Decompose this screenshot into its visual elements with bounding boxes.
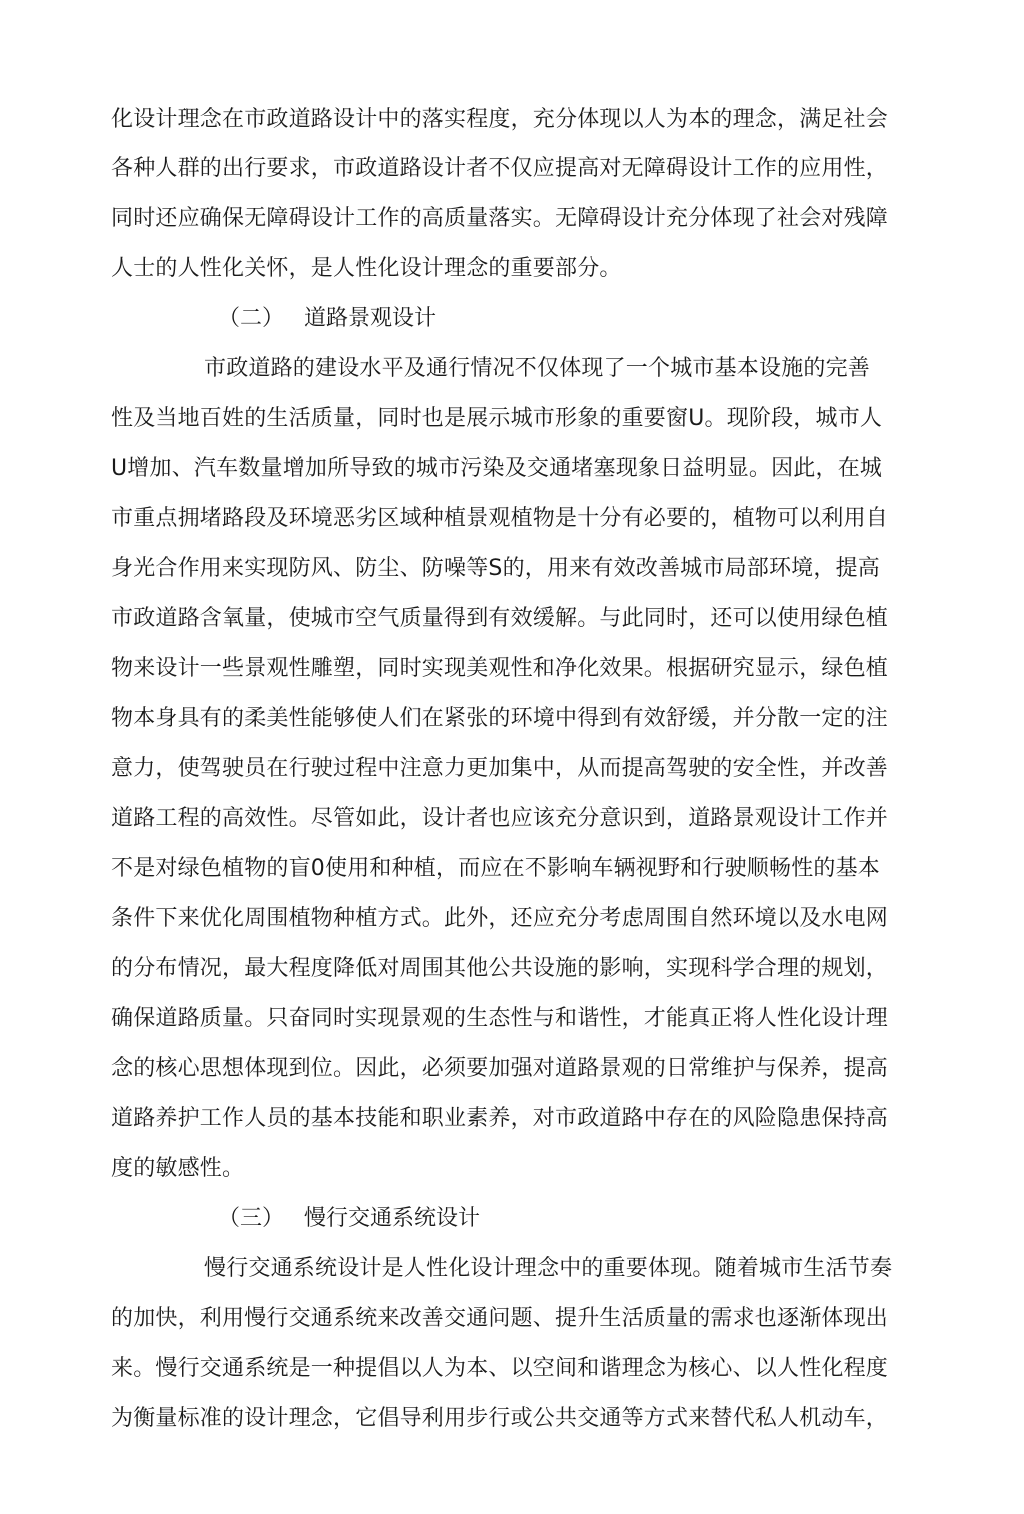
text-line: 市重点拥堵路段及环境恶劣区域种植景观植物是十分有必要的，植物可以利用自 [111,506,889,531]
text-line: 度的敏感性。 [111,1156,245,1181]
section-number: （三） [218,1206,285,1231]
text-line: 市政道路含氧量，使城市空气质量得到有效缓解。与此同时，还可以使用绿色植 [111,606,889,631]
text-line: 物本身具有的柔美性能够使人们在紧张的环境中得到有效舒缓，并分散一定的注 [111,706,889,731]
text-line: 物来设计一些景观性雕塑，同时实现美观性和净化效果。根据研究显示，绿色植 [111,656,889,681]
text-line: 意力，使驾驶员在行驶过程中注意力更加集中，从而提高驾驶的安全性，并改善 [111,756,889,781]
text-line: U增加、汽车数量增加所导致的城市污染及交通堵塞现象日益明显。因此，在城 [111,456,883,481]
text-line: 慢行交通系统设计是人性化设计理念中的重要体现。随着城市生活节奏 [204,1256,893,1281]
text-line: 市政道路的建设水平及通行情况不仅体现了一个城市基本设施的完善 [204,356,871,381]
text-line: 来。慢行交通系统是一种提倡以人为本、以空间和谐理念为核心、以人性化程度 [111,1356,889,1381]
text-line: 各种人群的出行要求，市政道路设计者不仅应提高对无障碍设计工作的应用性， [111,156,889,181]
section-heading [218,1206,480,1232]
text-line: 念的核心思想体现到位。因此，必须要加强对道路景观的日常维护与保养，提高 [111,1056,889,1081]
section-title: 道路景观设计 [304,306,437,331]
section-heading [218,306,436,332]
section-number: （二） [218,306,285,331]
text-line: 道路工程的高效性。尽管如此，设计者也应该充分意识到，道路景观设计工作并 [111,806,889,831]
text-line: 身光合作用来实现防风、防尘、防噪等S的，用来有效改善城市局部环境，提高 [111,556,880,581]
text-line: 性及当地百姓的生活质量，同时也是展示城市形象的重要窗U。现阶段，城市人 [111,406,883,431]
text-line: 人士的人性化关怀，是人性化设计理念的重要部分。 [111,256,622,281]
text-line: 条件下来优化周围植物种植方式。此外，还应充分考虑周围自然环境以及水电网 [111,906,889,931]
text-line: 道路养护工作人员的基本技能和职业素养，对市政道路中存在的风险隐患保持高 [111,1106,889,1131]
text-line: 的加快，利用慢行交通系统来改善交通问题、提升生活质量的需求也逐渐体现出 [111,1306,889,1331]
text-line: 确保道路质量。只奋同时实现景观的生态性与和谐性，才能真正将人性化设计理 [111,1006,889,1031]
text-line: 为衡量标准的设计理念，它倡导利用步行或公共交通等方式来替代私人机动车， [111,1406,889,1431]
text-line: 不是对绿色植物的盲0使用和种植，而应在不影响车辆视野和行驶顺畅性的基本 [111,856,880,881]
text-line: 的分布情况，最大程度降低对周围其他公共设施的影响，实现科学合理的规划， [111,956,889,981]
text-line: 同时还应确保无障碍设计工作的高质量落实。无障碍设计充分体现了社会对残障 [111,206,889,231]
text-line: 化设计理念在市政道路设计中的落实程度，充分体现以人为本的理念，满足社会 [111,107,889,132]
section-title: 慢行交通系统设计 [304,1206,481,1231]
